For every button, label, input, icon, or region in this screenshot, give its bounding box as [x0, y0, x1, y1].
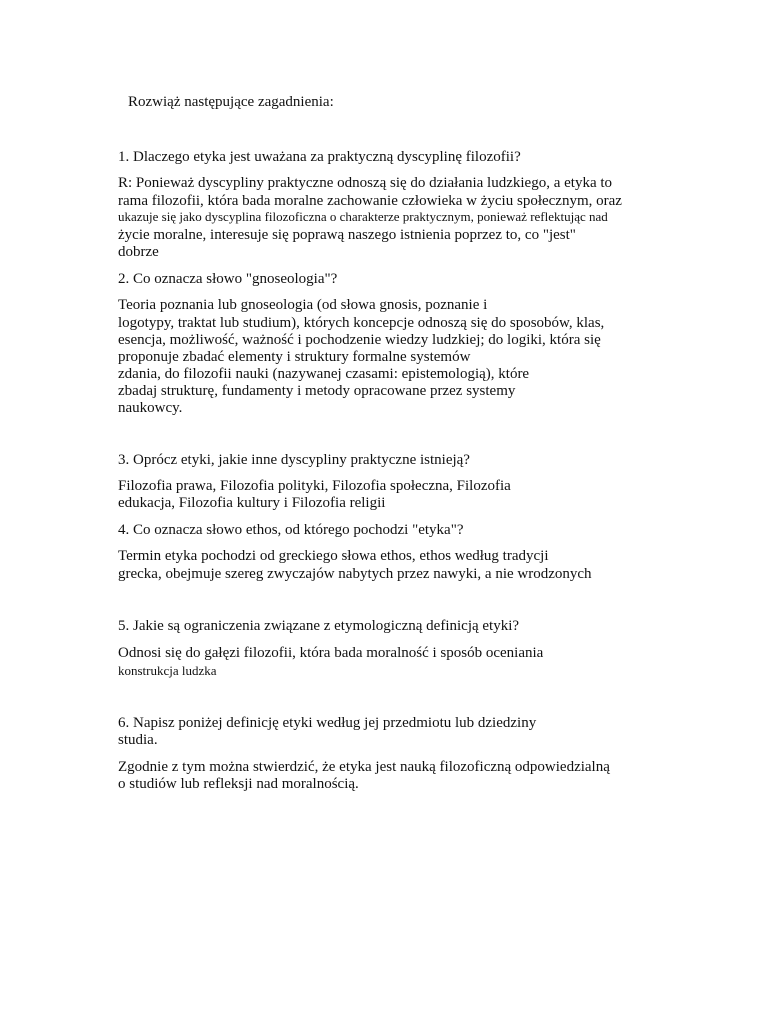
answer-5-line-1: Odnosi się do gałęzi filozofii, która bada moralność i sposób oceniania [118, 645, 544, 661]
answer-2-line-5: zdania, do filozofii nauki (nazywanej czasami: epistemologią), które [118, 366, 530, 382]
answer-3-line-2: edukacja, Filozofia kultury i Filozofia religii [118, 495, 386, 511]
answer-2-line-2: logotypy, traktat lub studium), których koncepcje odnoszą się do sposobów, klas, [118, 315, 605, 331]
answer-1-line-5: dobrze [118, 244, 159, 260]
answer-6-line-1: Zgodnie z tym można stwierdzić, że etyka jest nauką filozoficzną odpowiedzialną [118, 759, 610, 775]
answer-2-line-4: proponuje zbadać elementy i struktury formalne systemów [118, 349, 471, 365]
answer-2-line-6: zbadaj strukturę, fundamenty i metody opracowane przez systemy [118, 383, 516, 399]
answer-4-line-2: grecka, obejmuje szereg zwyczajów nabytych przez nawyki, a nie wrodzonych [118, 566, 592, 582]
answer-1-line-3: ukazuje się jako dyscyplina filozoficzna o charakterze praktycznym, ponieważ reflektując nad [118, 209, 608, 224]
question-6-line-2: studia. [118, 732, 158, 748]
question-2: 2. Co oznacza słowo "gnoseologia"? [118, 271, 338, 287]
question-5: 5. Jakie są ograniczenia związane z etymologiczną definicją etyki? [118, 618, 520, 634]
answer-1-line-2: rama filozofii, która bada moralne zachowanie człowieka w życiu społecznym, oraz [118, 193, 622, 209]
answer-6-line-2: o studiów lub refleksji nad moralnością. [118, 776, 359, 792]
answer-2-line-1: Teoria poznania lub gnoseologia (od słowa gnosis, poznanie i [118, 297, 488, 313]
question-4: 4. Co oznacza słowo ethos, od którego pochodzi "etyka"? [118, 522, 464, 538]
question-1: 1. Dlaczego etyka jest uważana za praktyczną dyscyplinę filozofii? [118, 149, 521, 165]
question-6-line-1: 6. Napisz poniżej definicję etyki według jej przedmiotu lub dziedziny [118, 715, 537, 731]
answer-3-line-1: Filozofia prawa, Filozofia polityki, Filozofia społeczna, Filozofia [118, 478, 511, 494]
answer-2-line-7: naukowcy. [118, 400, 183, 416]
answer-2-line-3: esencja, możliwość, ważność i pochodzenie wiedzy ludzkiej; do logiki, która się [118, 332, 601, 348]
question-3: 3. Oprócz etyki, jakie inne dyscypliny praktyczne istnieją? [118, 452, 470, 468]
intro-instruction: Rozwiąż następujące zagadnienia: [128, 94, 334, 110]
answer-5-line-2: konstrukcja ludzka [118, 663, 217, 678]
answer-1-line-1: R: Ponieważ dyscypliny praktyczne odnoszą się do działania ludzkiego, a etyka to [118, 175, 613, 191]
answer-1-line-4: życie moralne, interesuje się poprawą naszego istnienia poprzez to, co "jest" [118, 227, 576, 243]
answer-4-line-1: Termin etyka pochodzi od greckiego słowa ethos, ethos według tradycji [118, 548, 549, 564]
